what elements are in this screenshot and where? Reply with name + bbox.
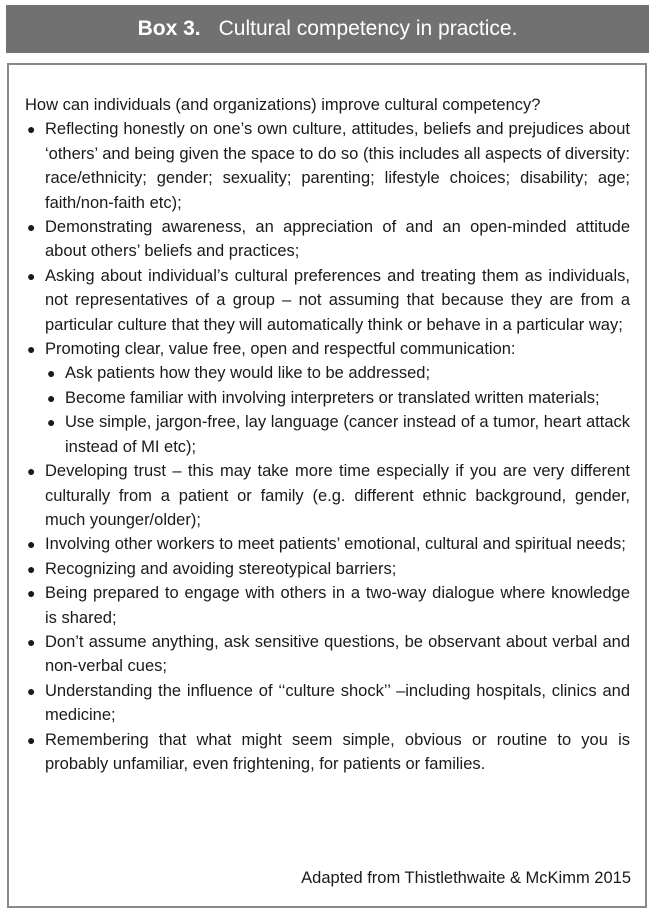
bullet-icon: ● xyxy=(27,463,36,480)
intro-question: How can individuals (and organizations) improve cultural competency? xyxy=(25,96,541,114)
bullet-icon: ● xyxy=(27,267,36,284)
list-item-text: Promoting clear, value free, open and respectful communication: xyxy=(45,340,516,359)
list-item xyxy=(25,557,630,581)
list-item-text: Asking about individual’s cultural preferences and treating them as individuals, not representatives of a group – not assuming that because they are from a particular culture that they will automatically think or behave in a particular way; xyxy=(45,266,630,334)
list-item-text: Reflecting honestly on one’s own culture, attitudes, beliefs and prejudices about ‘others’ and being given the space to do so (this includes all aspects of diversity: race/ethnicity; gender; sexuality; parenting; lifestyle choices; disability; age; faith/non-faith etc); xyxy=(45,120,630,212)
bullet-icon: ● xyxy=(27,585,36,602)
bullet-icon: ● xyxy=(47,365,56,382)
communication-sublist xyxy=(45,361,630,459)
box-content xyxy=(25,93,630,776)
sub-list-item xyxy=(45,386,630,410)
sub-list-item-text: Ask patients how they would like to be addressed; xyxy=(65,364,431,383)
list-item xyxy=(25,215,630,264)
list-item xyxy=(25,532,630,556)
list-item-text: Understanding the influence of ‘‘culture shock’’ –including hospitals, clinics and medicine; xyxy=(45,681,630,725)
sub-list-item xyxy=(45,410,630,459)
box-title: Cultural competency in practice. xyxy=(218,17,518,40)
list-item-text: Remembering that what might seem simple, obvious or routine to you is probably unfamiliar, even frightening, for patients or families. xyxy=(45,730,630,773)
bullet-icon: ● xyxy=(27,731,36,748)
list-item xyxy=(25,581,630,630)
bullet-icon: ● xyxy=(27,121,36,138)
list-item-text: Involving other workers to meet patients’ emotional, cultural and spiritual needs; xyxy=(45,535,626,554)
box-header xyxy=(6,5,649,53)
list-item xyxy=(25,337,630,459)
list-item-text: Demonstrating awareness, an appreciation of and an open-minded attitude about others’ beliefs and practices; xyxy=(45,218,630,261)
sub-list-item-text: Use simple, jargon-free, lay language (cancer instead of a tumor, heart attack instead of MI etc); xyxy=(65,413,630,456)
box-label: Box 3. xyxy=(137,17,201,40)
list-item-text: Recognizing and avoiding stereotypical barriers; xyxy=(45,559,397,578)
bullet-icon: ● xyxy=(27,219,36,236)
bullet-icon: ● xyxy=(47,389,56,406)
list-item xyxy=(25,117,630,215)
sub-list-item-text: Become familiar with involving interpreters or translated written materials; xyxy=(65,388,600,407)
bullet-icon: ● xyxy=(47,414,56,431)
list-item xyxy=(25,630,630,679)
bullet-icon: ● xyxy=(27,341,36,358)
list-item-text: Don’t assume anything, ask sensitive questions, be observant about verbal and non-verbal cues; xyxy=(45,632,630,676)
list-item xyxy=(25,728,630,777)
sub-list-item xyxy=(45,361,630,385)
list-item xyxy=(25,264,630,337)
list-item xyxy=(25,679,630,728)
content-box xyxy=(7,63,647,908)
bullet-icon: ● xyxy=(27,682,36,699)
bullet-icon: ● xyxy=(27,560,36,577)
recommendation-list xyxy=(25,117,630,776)
list-item-text: Developing trust – this may take more time especially if you are very different culturally from a patient or family (e.g. different ethnic background, gender, much younger/older); xyxy=(45,462,630,529)
bullet-icon: ● xyxy=(27,633,36,650)
list-item xyxy=(25,459,630,532)
source-citation: Adapted from Thistlethwaite & McKimm 2015 xyxy=(301,869,631,887)
list-item-text: Being prepared to engage with others in a two-way dialogue where knowledge is shared; xyxy=(45,584,630,627)
bullet-icon: ● xyxy=(27,536,36,553)
